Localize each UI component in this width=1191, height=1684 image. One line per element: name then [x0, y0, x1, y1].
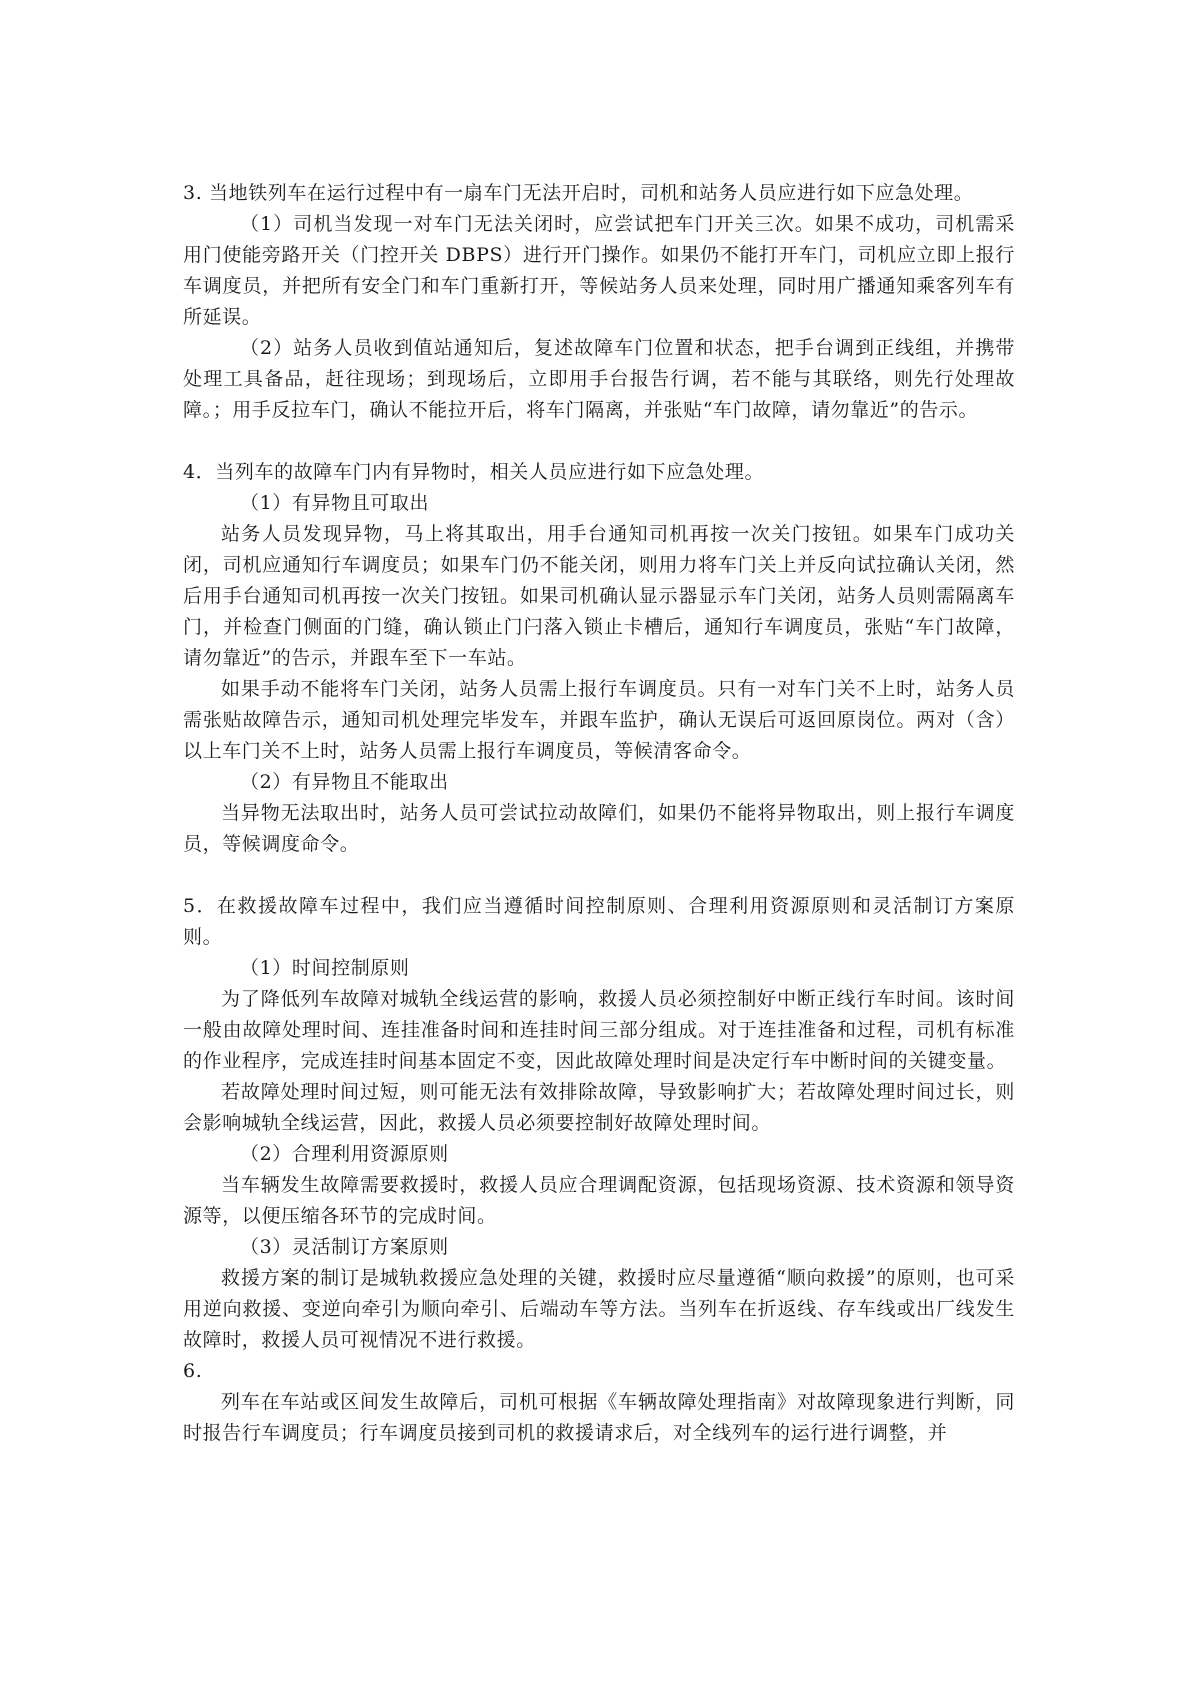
section-4-paragraph-2: 如果手动不能将车门关闭，站务人员需上报行车调度员。只有一对车门关不上时，站务人员需张贴故障告示，通知司机处理完毕发车，并跟车监护，确认无误后可返回原岗位。两对（含）以上车门关不上时，站务人员需上报行车调度员，等候清客命令。 [183, 678, 1015, 762]
section-4-paragraph-1: 站务人员发现异物，马上将其取出，用手台通知司机再按一次关门按钮。如果车门成功关闭，司机应通知行车调度员；如果车门仍不能关闭，则用力将车门关上并反向试拉确认关闭，然后用手台通知司机再按一次关门按钮。如果司机确认显示器显示车门关闭，站务人员则需隔离车门，并检查门侧面的门缝，确认锁止门闩落入锁止卡槽后，通知行车调度员，张贴“车门故障，请勿靠近”的告示，并跟车至下一车站。 [183, 523, 1015, 669]
section-5-subheading-2: （2）合理利用资源原则 [240, 1143, 449, 1165]
document-body [183, 178, 1015, 1449]
section-3-item-2: （2）站务人员收到值站通知后，复述故障车门位置和状态，把手台调到正线组，并携带处理工具备品，赶往现场；到现场后，立即用手台报告行调，若不能与其联络，则先行处理故障。；用手反拉车门，确认不能拉开后，将车门隔离，并张贴“车门故障，请勿靠近”的告示。 [183, 337, 1015, 421]
section-3-item-1: （1）司机当发现一对车门无法关闭时，应尝试把车门开关三次。如果不成功，司机需采用门使能旁路开关（门控开关 DBPS）进行开门操作。如果仍不能打开车门，司机应立即上报行车调度员，并把所有安全门和车门重新打开，等候站务人员来处理，同时用广播通知乘客列车有所延误。 [183, 213, 1015, 328]
section-4-paragraph-3: 当异物无法取出时，站务人员可尝试拉动故障们，如果仍不能将异物取出，则上报行车调度员，等候调度命令。 [183, 802, 1015, 855]
section-3-heading: 3. 当地铁列车在运行过程中有一扇车门无法开启时，司机和站务人员应进行如下应急处理。 [183, 182, 974, 204]
section-4-heading: 4．当列车的故障车门内有异物时，相关人员应进行如下应急处理。 [183, 461, 765, 483]
section-5-paragraph-3: 当车辆发生故障需要救援时，救援人员应合理调配资源，包括现场资源、技术资源和领导资源等，以便压缩各环节的完成时间。 [183, 1174, 1015, 1227]
section-6-heading: 6. [183, 1360, 203, 1382]
section-5-heading: 5．在救援故障车过程中，我们应当遵循时间控制原则、合理利用资源原则和灵活制订方案原则。 [183, 895, 1015, 948]
section-5-subheading-1: （1）时间控制原则 [240, 957, 410, 979]
section-5-subheading-3: （3）灵活制订方案原则 [240, 1236, 449, 1258]
section-4-subheading-1: （1）有异物且可取出 [240, 492, 430, 514]
section-5-paragraph-2: 若故障处理时间过短，则可能无法有效排除故障，导致影响扩大；若故障处理时间过长，则会影响城轨全线运营，因此，救援人员必须要控制好故障处理时间。 [183, 1081, 1015, 1134]
section-5-paragraph-4: 救援方案的制订是城轨救援应急处理的关键，救援时应尽量遵循“顺向救援”的原则，也可采用逆向救援、变逆向牵引为顺向牵引、后端动车等方法。当列车在折返线、存车线或出厂线发生故障时，救援人员可视情况不进行救援。 [183, 1267, 1015, 1351]
section-6-paragraph-1: 列车在车站或区间发生故障后，司机可根据《车辆故障处理指南》对故障现象进行判断，同时报告行车调度员；行车调度员接到司机的救援请求后，对全线列车的运行进行调整，并 [183, 1391, 1015, 1444]
section-4-subheading-2: （2）有异物且不能取出 [240, 771, 449, 793]
section-5-paragraph-1: 为了降低列车故障对城轨全线运营的影响，救援人员必须控制好中断正线行车时间。该时间一般由故障处理时间、连挂准备时间和连挂时间三部分组成。对于连挂准备和过程，司机有标准的作业程序，完成连挂时间基本固定不变，因此故障处理时间是决定行车中断时间的关键变量。 [183, 988, 1015, 1072]
